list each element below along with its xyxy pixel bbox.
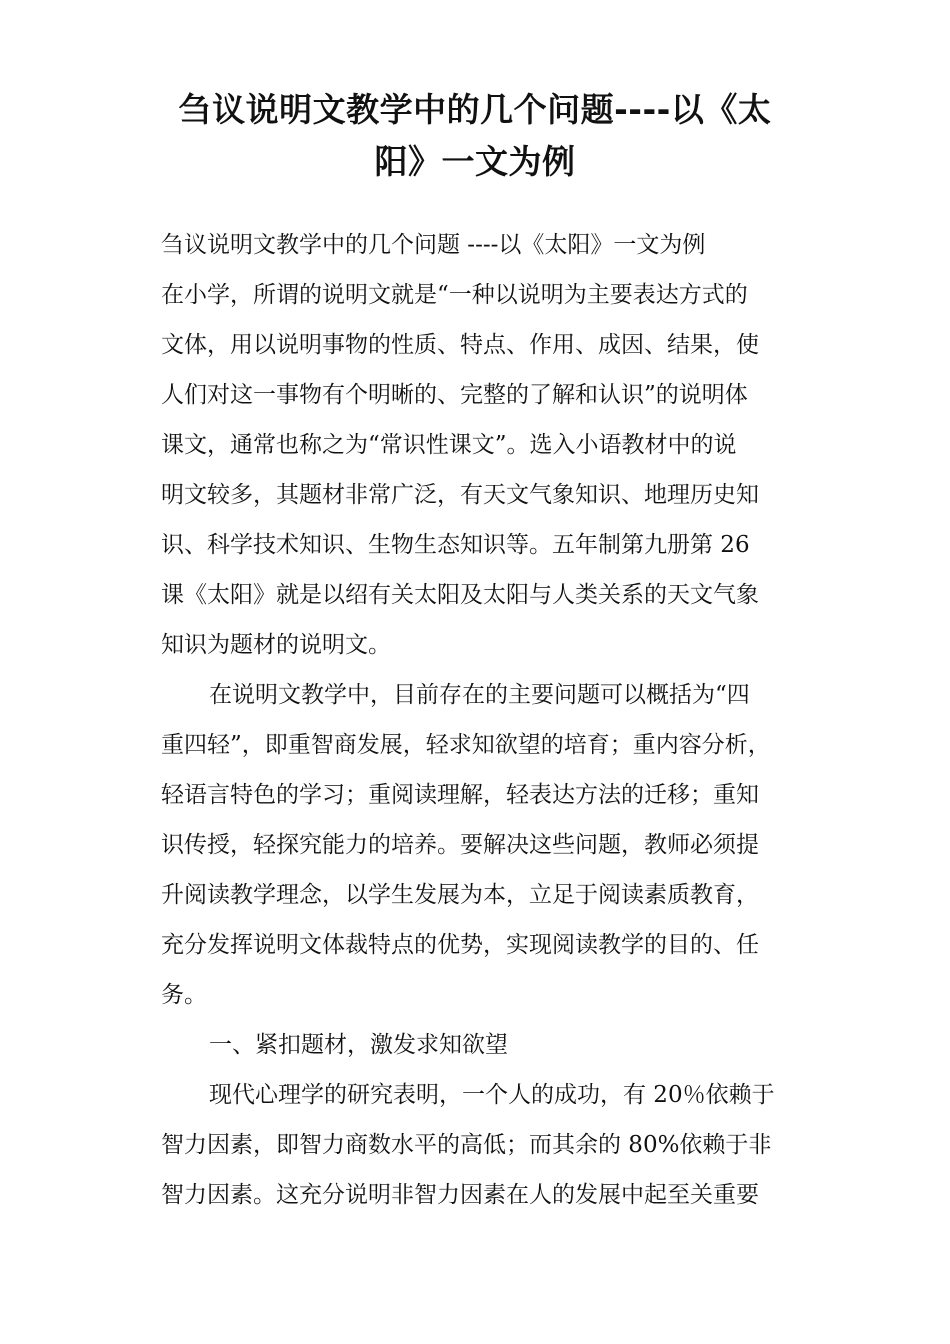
text-line: 明文较多，其题材非常广泛，有天文气象知识、地理历史知 [161, 482, 759, 508]
text-line: 课《太阳》就是以绍有关太阳及太阳与人类关系的天文气象 [161, 582, 759, 608]
section-heading: 一、紧扣题材，激发求知欲望 [209, 1032, 508, 1058]
text-line: 在说明文教学中，目前存在的主要问题可以概括为“四 [209, 682, 750, 708]
text-line: 知识为题材的说明文。 [161, 632, 391, 658]
text-line: 重四轻”，即重智商发展，轻求知欲望的培育；重内容分析， [161, 732, 771, 758]
text-line: 智力因素。这充分说明非智力因素在人的发展中起至关重要 [161, 1182, 759, 1208]
title-line: 刍议说明文教学中的几个问题----以《太 [178, 90, 772, 129]
document-body [161, 220, 801, 1220]
text-line: 人们对这一事物有个明晰的、完整的了解和认识”的说明体 [161, 382, 748, 408]
document-title [150, 84, 800, 188]
text-line: 轻语言特色的学习；重阅读理解，轻表达方法的迁移；重知 [161, 782, 759, 808]
text-line: 在小学，所谓的说明文就是“一种以说明为主要表达方式的 [161, 282, 748, 308]
text-line: 升阅读教学理念，以学生发展为本，立足于阅读素质教育， [161, 882, 759, 908]
title-line: 阳》一文为例 [374, 142, 576, 181]
text-line: 充分发挥说明文体裁特点的优势，实现阅读教学的目的、任 [161, 932, 759, 958]
subtitle-line: 刍议说明文教学中的几个问题 ----以《太阳》一文为例 [161, 232, 706, 258]
text-line: 课文，通常也称之为“常识性课文”。选入小语教材中的说 [161, 432, 737, 458]
text-line: 识传授，轻探究能力的培养。要解决这些问题，教师必须提 [161, 832, 759, 858]
text-line: 务。 [161, 982, 207, 1008]
text-line: 文体，用以说明事物的性质、特点、作用、成因、结果，使 [161, 332, 759, 358]
text-line: 识、科学技术知识、生物生态知识等。五年制第九册第 26 [161, 532, 750, 558]
text-line: 智力因素，即智力商数水平的高低；而其余的 80%依赖于非 [161, 1132, 772, 1158]
text-line: 现代心理学的研究表明，一个人的成功，有 20％依赖于 [209, 1082, 775, 1108]
